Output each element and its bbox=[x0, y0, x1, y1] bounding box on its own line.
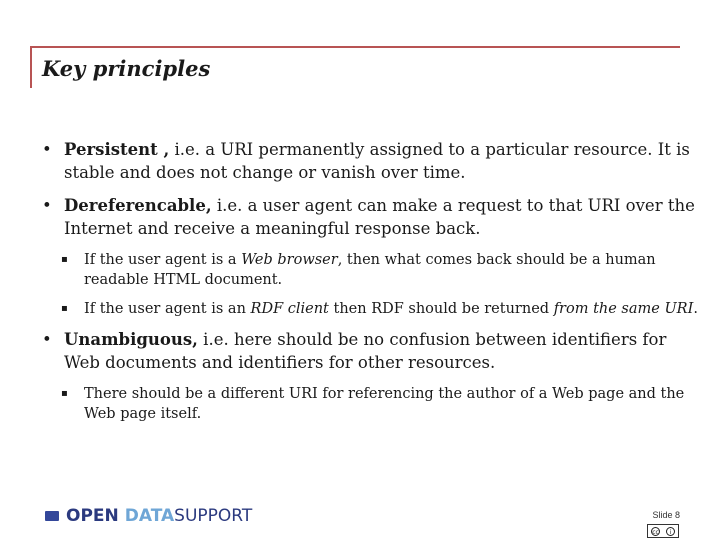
logo-open: OPEN bbox=[66, 506, 119, 526]
sub-bullet-text: . bbox=[693, 301, 698, 317]
slide-content bbox=[40, 138, 700, 433]
bullet-persistent bbox=[40, 138, 700, 184]
bullet-marker: • bbox=[42, 196, 52, 215]
logo-support: SUPPORT bbox=[174, 506, 253, 526]
sub-bullet-text: , then what comes back should be a human readable HTML document. bbox=[84, 252, 656, 288]
bullet-text: i.e. a URI permanently assigned to a particular resource. It is stable and does not change or vanish over time. bbox=[64, 140, 690, 182]
bullet-term: Persistent , bbox=[64, 140, 170, 159]
sub-bullet-emphasis: RDF client bbox=[250, 301, 329, 317]
bullet-text: i.e. a user agent can make a request to that URI over the Internet and receive a meaningful response back. bbox=[64, 196, 695, 238]
square-bullet-marker: ▪ bbox=[61, 388, 68, 399]
sub-bullet-rdf-client bbox=[61, 299, 700, 319]
bullet-marker: • bbox=[42, 140, 52, 159]
cc-icon: cc bbox=[652, 528, 659, 536]
sub-bullet-different-uri bbox=[61, 384, 700, 424]
logo-data: DATA bbox=[124, 506, 175, 526]
slide-title: Key principles bbox=[42, 56, 211, 81]
sub-bullet-emphasis: Web browser bbox=[241, 252, 338, 268]
sub-bullet-text: If the user agent is a bbox=[84, 252, 242, 268]
by-icon: i bbox=[666, 527, 675, 536]
slide-number: Slide 8 bbox=[652, 510, 680, 520]
bullet-dereferencable bbox=[40, 194, 700, 240]
bullet-term: Dereferencable, bbox=[64, 196, 212, 215]
sub-bullet-emphasis: from the same URI bbox=[553, 301, 694, 317]
creative-commons-by-icon bbox=[647, 524, 679, 538]
sub-bullet-web-browser bbox=[61, 250, 700, 290]
sub-bullet-text: then RDF should be returned bbox=[328, 301, 554, 317]
sub-bullet-text: There should be a different URI for referencing the author of a Web page and the Web page itself. bbox=[84, 386, 685, 422]
bullet-term: Unambiguous, bbox=[64, 330, 198, 349]
bullet-marker: • bbox=[42, 330, 52, 349]
bullet-text: i.e. here should be no confusion between identifiers for Web documents and identifiers for other resources. bbox=[64, 330, 667, 372]
bullet-unambiguous bbox=[40, 328, 700, 374]
square-bullet-marker: ▪ bbox=[61, 303, 68, 314]
eu-flag-icon bbox=[45, 511, 59, 521]
square-bullet-marker: ▪ bbox=[61, 254, 68, 265]
open-data-support-logo bbox=[45, 505, 252, 527]
sub-bullet-text: If the user agent is an bbox=[84, 301, 251, 317]
